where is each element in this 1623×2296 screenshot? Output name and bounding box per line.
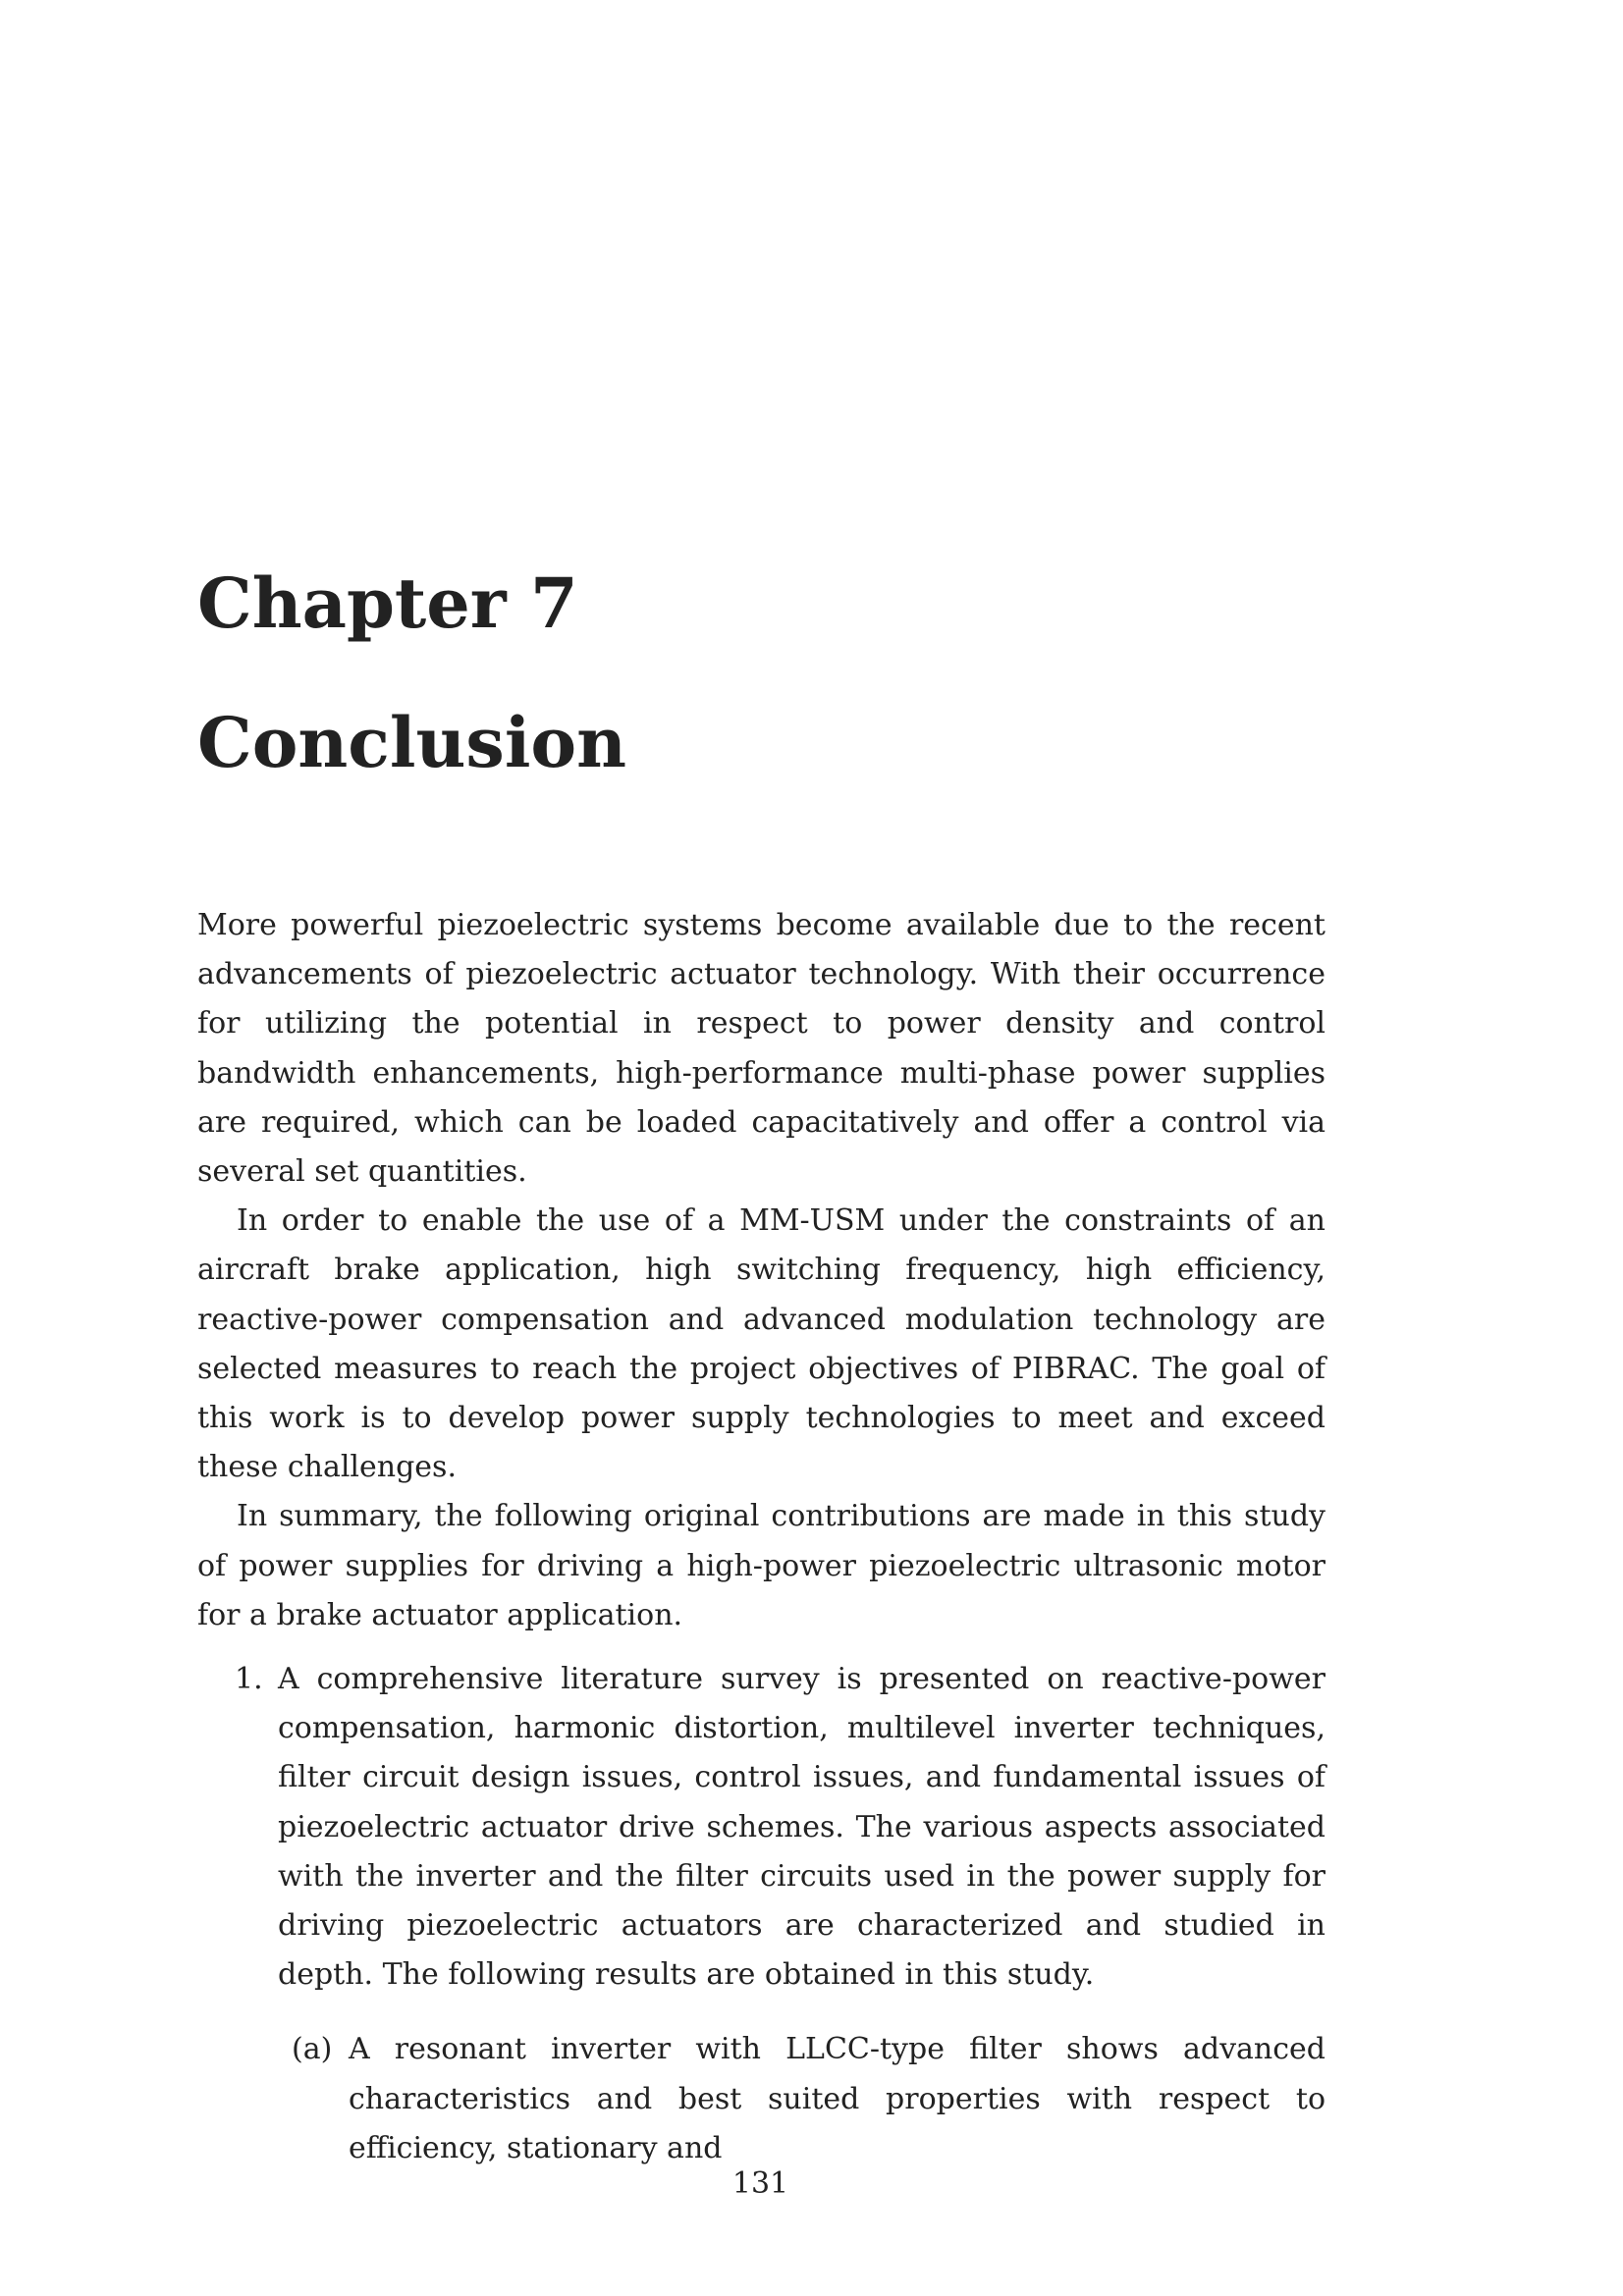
chapter-title: Conclusion <box>197 702 626 783</box>
paragraph-objectives: In order to enable the use of a MM-USM under the constraints of an aircraft brake application, high switching frequency, high efficiency, reactive-power compensation and advanced modulation technology are selected measures to reach the project objectives of PIBRAC. The goal of this work is to develop power supply technologies to meet and exceed these challenges. <box>197 1203 1325 1485</box>
page-number: 131 <box>731 2166 789 2201</box>
body-text <box>197 901 1325 2173</box>
paragraph-summary: In summary, the following original contributions are made in this study of power supplies for driving a high-power piezoelectric ultrasonic motor for a brake actuator application. <box>197 1499 1325 1632</box>
chapter-label: Chapter 7 <box>197 562 578 644</box>
result-marker: (a) <box>292 2032 333 2067</box>
contributions-list <box>197 1655 1325 2173</box>
contribution-text: A comprehensive literature survey is presented on reactive-power compensation, harmonic distortion, multilevel inverter techniques, filter circuit design issues, control issues, and fundamental issues of piezoelectric actuator drive schemes. The various aspects associated with the inverter and the filter circuits used in the power supply for driving piezoelectric actuators are characterized and studied in depth. The following results are obtained in this study. <box>278 1662 1325 1993</box>
paragraph-intro: More powerful piezoelectric systems become available due to the recent advancements of piezoelectric actuator technology. With their occurrence for utilizing the potential in respect to power density and control bandwidth enhancements, high-performance multi-phase power supplies are required, which can be loaded capacitatively and offer a control via several set quantities. <box>197 908 1325 1190</box>
contribution-marker: 1. <box>235 1662 263 1697</box>
result-item <box>278 2025 1325 2173</box>
contribution-item <box>197 1655 1325 2173</box>
results-list <box>278 2025 1325 2173</box>
result-text: A resonant inverter with LLCC-type filter shows advanced characteristics and best suited properties with respect to efficiency, stationary and <box>349 2032 1325 2165</box>
